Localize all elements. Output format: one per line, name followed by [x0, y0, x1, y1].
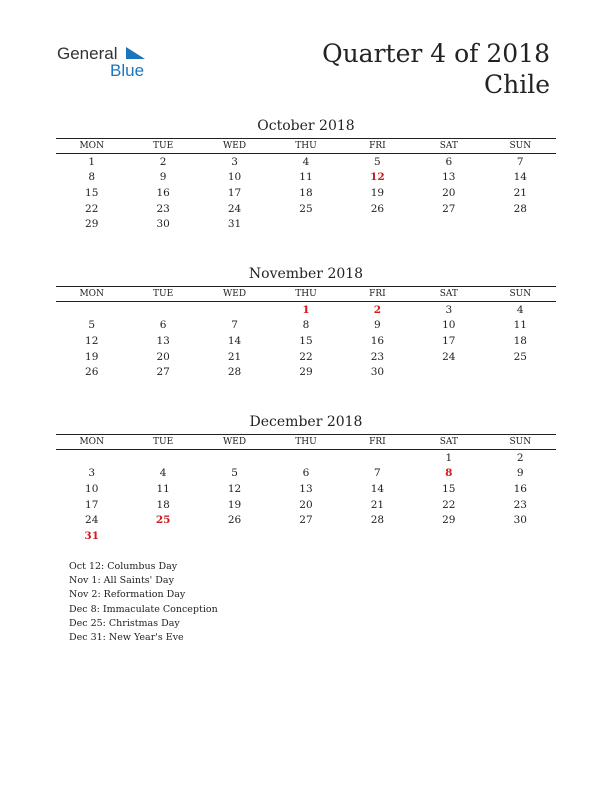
day-cell: 29 — [442, 514, 456, 527]
day-cell: 16 — [156, 186, 170, 199]
day-cell: 15 — [299, 334, 313, 347]
empty-day-cell — [56, 302, 127, 318]
day-cell: 17 — [442, 334, 456, 347]
day-cell: 31 — [227, 218, 242, 231]
holiday-day-cell: 12 — [370, 171, 385, 184]
country-title: Chile — [483, 70, 550, 99]
week-row — [56, 185, 556, 201]
day-cell: 14 — [227, 334, 242, 347]
empty-day-cell — [413, 364, 484, 380]
empty-day-cell — [199, 450, 270, 466]
month-title: November 2018 — [248, 266, 364, 282]
empty-day-cell — [56, 450, 127, 466]
weekday-header: MON — [56, 287, 127, 302]
day-cell: 5 — [374, 155, 381, 168]
day-cell: 15 — [85, 186, 99, 199]
logo-word-general: General — [57, 44, 118, 63]
day-cell: 22 — [442, 498, 456, 511]
week-row — [56, 364, 556, 380]
page-title — [322, 38, 550, 100]
logo-triangle-icon — [124, 46, 146, 60]
weekday-header: MON — [56, 435, 127, 450]
day-cell: 12 — [85, 334, 99, 347]
day-cell: 27 — [156, 366, 170, 379]
day-cell: 14 — [513, 171, 527, 184]
week-row — [56, 318, 556, 334]
weekday-header: WED — [199, 287, 270, 302]
day-cell: 1 — [88, 155, 96, 168]
month-title: December 2018 — [249, 414, 363, 430]
month-november — [56, 265, 556, 380]
day-cell: 10 — [85, 482, 99, 495]
day-cell: 19 — [227, 498, 242, 511]
day-cell: 23 — [370, 350, 385, 363]
empty-day-cell — [270, 528, 341, 544]
day-cell: 1 — [445, 451, 453, 464]
day-cell: 23 — [156, 202, 170, 215]
weekday-header: FRI — [342, 435, 413, 450]
holiday-day-cell: 1 — [302, 303, 310, 316]
weekday-header-row — [56, 435, 556, 450]
week-row — [56, 450, 556, 466]
day-cell: 27 — [442, 202, 456, 215]
day-cell: 19 — [85, 350, 99, 363]
day-cell: 2 — [159, 155, 167, 168]
empty-day-cell — [127, 528, 198, 544]
empty-day-cell — [270, 450, 341, 466]
holiday-note: Dec 31: New Year's Eve — [69, 632, 184, 644]
empty-day-cell — [127, 302, 198, 318]
weekday-header: SUN — [485, 435, 556, 450]
day-cell: 28 — [227, 366, 242, 379]
month-october — [56, 117, 556, 232]
day-cell: 28 — [513, 202, 527, 215]
week-row — [56, 201, 556, 217]
day-cell: 28 — [370, 514, 385, 527]
weekday-header: SAT — [413, 139, 484, 154]
day-cell: 25 — [513, 350, 527, 363]
day-cell: 30 — [370, 366, 385, 379]
logo-word-blue: Blue — [110, 61, 145, 80]
weekday-header-row — [56, 139, 556, 154]
empty-day-cell — [199, 528, 270, 544]
day-cell: 26 — [85, 366, 99, 379]
day-cell: 3 — [88, 467, 96, 480]
week-row — [56, 481, 556, 497]
day-cell: 12 — [227, 482, 242, 495]
weekday-header: SAT — [413, 435, 484, 450]
day-cell: 18 — [299, 186, 313, 199]
weekday-header: TUE — [127, 139, 198, 154]
weekday-header: THU — [270, 435, 341, 450]
day-cell: 10 — [227, 171, 242, 184]
day-cell: 21 — [370, 498, 385, 511]
day-cell: 8 — [302, 319, 310, 332]
day-cell: 29 — [299, 366, 313, 379]
weekday-header: TUE — [127, 287, 198, 302]
day-cell: 30 — [513, 514, 527, 527]
week-row — [56, 528, 556, 544]
day-cell: 3 — [231, 155, 238, 168]
day-cell: 23 — [513, 498, 527, 511]
month-title: October 2018 — [257, 118, 355, 134]
calendar-table — [56, 434, 556, 544]
empty-day-cell — [127, 450, 198, 466]
empty-day-cell — [485, 364, 556, 380]
day-cell: 18 — [513, 334, 527, 347]
day-cell: 4 — [159, 467, 167, 480]
day-cell: 25 — [299, 202, 313, 215]
day-cell: 15 — [442, 482, 456, 495]
day-cell: 22 — [299, 350, 313, 363]
day-cell: 20 — [442, 186, 456, 199]
week-row — [56, 349, 556, 365]
holiday-day-cell: 25 — [155, 514, 171, 527]
day-cell: 13 — [156, 334, 170, 347]
day-cell: 6 — [445, 155, 453, 168]
day-cell: 21 — [513, 186, 527, 199]
week-row — [56, 497, 556, 513]
day-cell: 5 — [231, 467, 238, 480]
day-cell: 24 — [442, 350, 456, 363]
day-cell: 19 — [370, 186, 385, 199]
day-cell: 20 — [299, 498, 313, 511]
day-cell: 3 — [445, 303, 453, 316]
day-cell: 7 — [516, 155, 524, 168]
day-cell: 26 — [227, 514, 242, 527]
holiday-notes — [69, 560, 218, 645]
empty-day-cell — [485, 528, 556, 544]
holiday-day-cell: 8 — [445, 467, 453, 480]
empty-day-cell — [413, 216, 484, 232]
day-cell: 16 — [370, 334, 385, 347]
day-cell: 9 — [374, 319, 381, 332]
day-cell: 4 — [302, 155, 310, 168]
day-cell: 7 — [231, 319, 238, 332]
day-cell: 11 — [299, 171, 313, 184]
empty-day-cell — [270, 216, 341, 232]
holiday-note: Oct 12: Columbus Day — [69, 561, 178, 572]
day-cell: 22 — [85, 202, 99, 215]
weekday-header: SUN — [485, 287, 556, 302]
holiday-note: Nov 2: Reformation Day — [69, 589, 186, 601]
day-cell: 21 — [227, 350, 242, 363]
calendar-table — [56, 138, 556, 232]
day-cell: 18 — [156, 498, 170, 511]
day-cell: 27 — [299, 514, 313, 527]
day-cell: 7 — [374, 467, 381, 480]
week-row — [56, 512, 556, 528]
day-cell: 17 — [85, 498, 99, 511]
weekday-header: WED — [199, 435, 270, 450]
week-row — [56, 466, 556, 482]
empty-day-cell — [342, 450, 413, 466]
week-row — [56, 333, 556, 349]
day-cell: 9 — [159, 171, 167, 184]
day-cell: 17 — [227, 186, 242, 199]
holiday-note: Dec 8: Immaculate Conception — [69, 603, 218, 615]
day-cell: 11 — [513, 319, 527, 332]
weekday-header: THU — [270, 139, 341, 154]
day-cell: 8 — [88, 171, 96, 184]
empty-day-cell — [342, 528, 413, 544]
holiday-day-cell: 2 — [373, 303, 382, 316]
day-cell: 24 — [227, 202, 242, 215]
empty-day-cell — [485, 216, 556, 232]
empty-day-cell — [413, 528, 484, 544]
month-december — [56, 413, 556, 544]
day-cell: 9 — [516, 467, 524, 480]
generalblue-logo — [57, 44, 167, 84]
day-cell: 24 — [85, 514, 99, 527]
day-cell: 30 — [156, 218, 170, 231]
calendar-table — [56, 286, 556, 380]
day-cell: 14 — [370, 482, 385, 495]
week-row — [56, 170, 556, 186]
holiday-note: Dec 25: Christmas Day — [69, 617, 180, 629]
weekday-header: TUE — [127, 435, 198, 450]
day-cell: 2 — [516, 451, 524, 464]
day-cell: 13 — [442, 171, 456, 184]
day-cell: 4 — [516, 303, 524, 316]
weekday-header: THU — [270, 287, 341, 302]
day-cell: 6 — [302, 467, 310, 480]
week-row — [56, 154, 556, 170]
day-cell: 13 — [299, 482, 313, 495]
holiday-day-cell: 31 — [84, 529, 100, 542]
day-cell: 29 — [85, 218, 99, 231]
day-cell: 11 — [156, 482, 170, 495]
holiday-note: Nov 1: All Saints' Day — [69, 575, 174, 587]
day-cell: 10 — [442, 319, 456, 332]
week-row — [56, 302, 556, 318]
empty-day-cell — [199, 302, 270, 318]
week-row — [56, 216, 556, 232]
empty-day-cell — [342, 216, 413, 232]
day-cell: 20 — [156, 350, 170, 363]
day-cell: 16 — [513, 482, 527, 495]
weekday-header-row — [56, 287, 556, 302]
day-cell: 6 — [159, 319, 167, 332]
weekday-header: WED — [199, 139, 270, 154]
quarter-title: Quarter 4 of 2018 — [322, 39, 550, 68]
weekday-header: SUN — [485, 139, 556, 154]
day-cell: 26 — [370, 202, 385, 215]
weekday-header: MON — [56, 139, 127, 154]
weekday-header: FRI — [342, 287, 413, 302]
weekday-header: FRI — [342, 139, 413, 154]
day-cell: 5 — [88, 319, 96, 332]
weekday-header: SAT — [413, 287, 484, 302]
